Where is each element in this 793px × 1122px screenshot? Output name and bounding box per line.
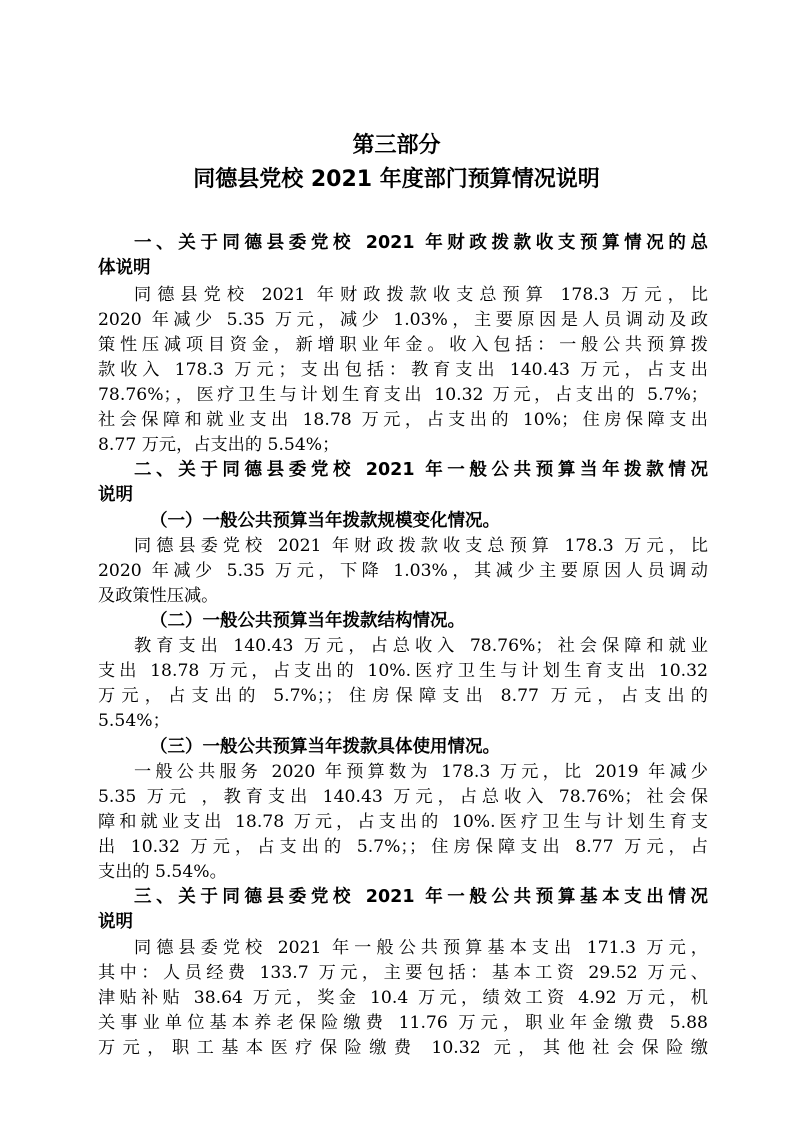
section-heading-3: 三、关于同德县委党校 2021 年一般公共预算基本支出情况 [134,887,708,907]
paragraph-line: 万元，职工基本医疗保险缴费 10.32 元，其他社会保险缴 [98,1038,708,1058]
part-title: 第三部分 [352,133,441,158]
paragraph-line: 社会保障和就业支出 18.78 万元，占支出的 10%；住房保障支出 [98,410,708,430]
paragraph-line: 2020 年减少 5.35 万元，减少 1.03%，主要原因是人员调动及政 [98,310,708,330]
paragraph-line: 策性压减项目资金，新增职业年金。收入包括：一般公共预算拨 [98,335,708,355]
paragraph-line: 5.35 万元 ，教育支出 140.43 万元，占总收入 78.76%；社会保 [98,787,708,807]
paragraph-line: 5.54%； [98,711,170,731]
paragraph-line: 款收入 178.3 万元；支出包括：教育支出 140.43 万元，占支出 [98,360,708,380]
section-heading-2-cont: 说明 [98,485,133,505]
section-heading-1: 一、关于同德县委党校 2021 年财政拨款收支预算情况的总 [134,233,708,253]
paragraph-line: 同德县委党校 2021 年财政拨款收支总预算 178.3 万元，比 [134,536,708,556]
subsection-heading-3: （三）一般公共预算当年拨款具体使用情况。 [150,737,500,757]
paragraph-line: 万元，占支出的 5.7%；；住房保障支出 8.77 万元，占支出的 [98,686,708,706]
paragraph-line: 及政策性压减。 [98,586,219,606]
paragraph-line: 关事业单位基本养老保险缴费 11.76 万元，职业年金缴费 5.88 [98,1013,708,1033]
section-heading-2: 二、关于同德县委党校 2021 年一般公共预算当年拨款情况 [134,460,708,480]
paragraph-line: 支出的 5.54%。 [98,862,227,882]
paragraph-line: 津贴补贴 38.64 万元，奖金 10.4 万元，绩效工资 4.92 万元，机 [98,988,708,1008]
paragraph-line: 其中：人员经费 133.7 万元，主要包括：基本工资 29.52 万元、 [98,963,708,983]
section-heading-1-cont: 体说明 [98,258,151,278]
paragraph-line: 一般公共服务 2020 年预算数为 178.3 万元，比 2019 年减少 [134,762,708,782]
paragraph-line: 同德县党校 2021 年财政拨款收支总预算 178.3 万元，比 [134,285,708,305]
paragraph-line: 教育支出 140.43 万元，占总收入 78.76%；社会保障和就业 [134,636,708,656]
paragraph-line: 出 10.32 万元，占支出的 5.7%；；住房保障支出 8.77 万元，占 [98,837,708,857]
paragraph-line: 障和就业支出 18.78 万元，占支出的 10%.医疗卫生与计划生育支 [98,812,708,832]
paragraph-line: 8.77 万元，占支出的 5.54%； [98,435,340,455]
subsection-heading-1: （一）一般公共预算当年拨款规模变化情况。 [150,511,500,531]
section-heading-3-cont: 说明 [98,912,133,932]
paragraph-line: 78.76%；，医疗卫生与计划生育支出 10.32 万元，占支出的 5.7%； [98,385,708,405]
paragraph-line: 2020 年减少 5.35 万元，下降 1.03%，其减少主要原因人员调动 [98,561,708,581]
document-title: 同德县党校 2021 年度部门预算情况说明 [193,167,600,192]
paragraph-line: 同德县委党校 2021 年一般公共预算基本支出 171.3 万元， [134,938,708,958]
subsection-heading-2: （二）一般公共预算当年拨款结构情况。 [150,611,465,631]
paragraph-line: 支出 18.78 万元，占支出的 10%.医疗卫生与计划生育支出 10.32 [98,661,708,681]
